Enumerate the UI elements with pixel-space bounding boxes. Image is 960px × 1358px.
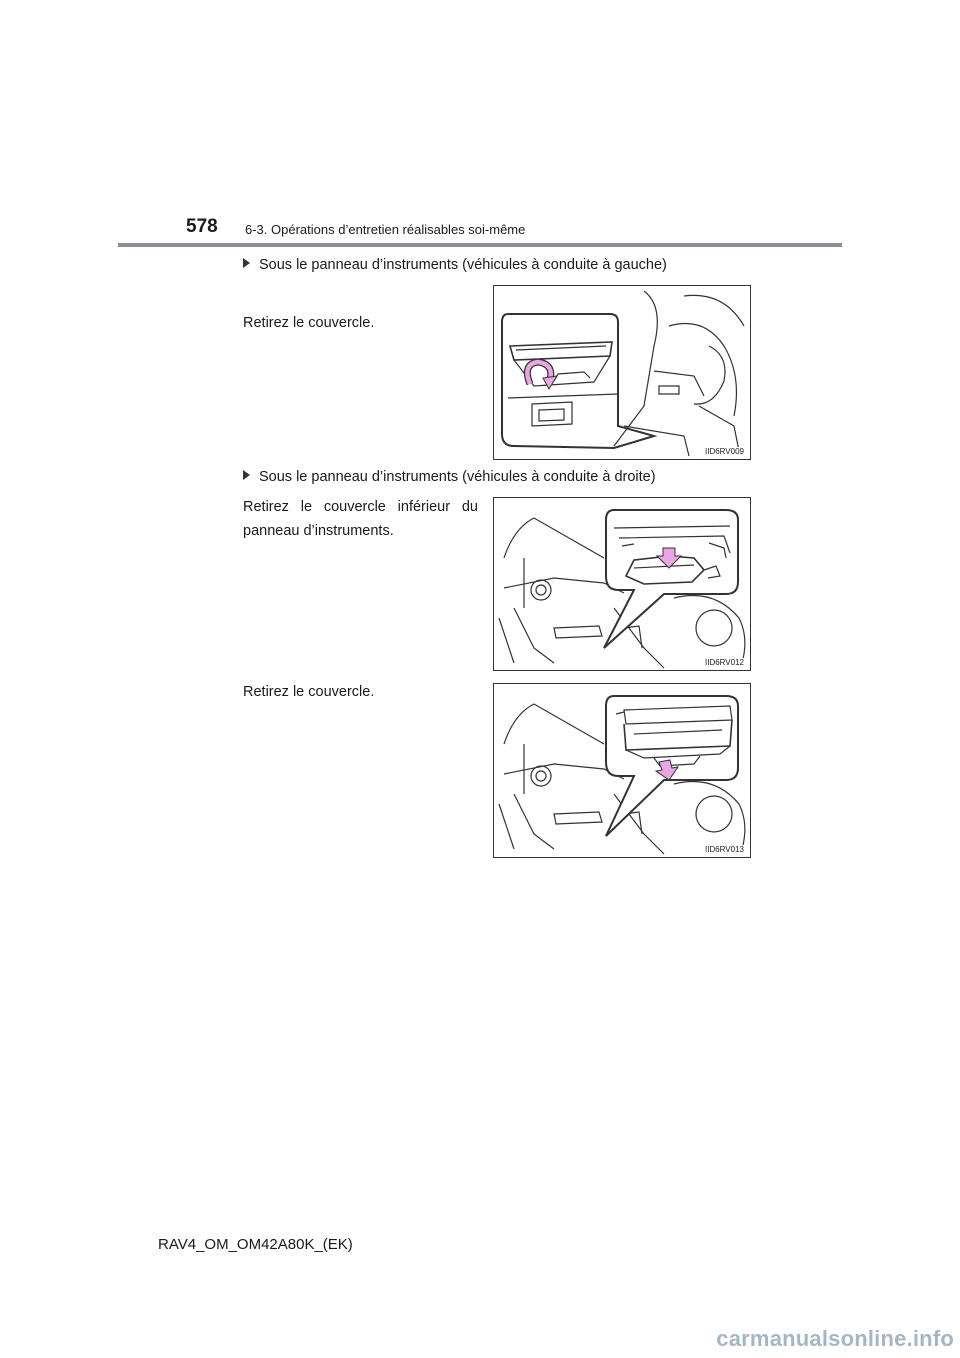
illustration-lhd-cover	[493, 285, 751, 460]
step-text-line1: Retirez le couvercle inférieur du	[243, 499, 478, 515]
bullet-triangle-icon	[243, 470, 250, 480]
section-heading-text: Sous le panneau d’instruments (véhicules à conduite à gauche)	[259, 257, 667, 273]
step-text-line2: panneau d’instruments.	[243, 523, 394, 539]
lhd-cover-drawing	[494, 286, 750, 459]
header-divider	[118, 243, 842, 247]
illustration-rhd-cover	[493, 683, 751, 858]
illustration-rhd-lower-panel	[493, 497, 751, 671]
figure-code: IID6RV012	[705, 658, 744, 667]
section-title: 6-3. Opérations d’entretien réalisables soi-même	[245, 222, 526, 237]
page-number: 578	[186, 216, 218, 237]
step-text: Retirez le couvercle.	[243, 315, 375, 331]
section-heading-lhd	[243, 256, 667, 274]
rhd-lower-panel-drawing	[494, 498, 750, 670]
section-heading-rhd	[243, 468, 656, 486]
rhd-cover-drawing	[494, 684, 750, 857]
manual-id: RAV4_OM_OM42A80K_(EK)	[158, 1236, 353, 1253]
figure-code: IID6RV009	[705, 447, 744, 456]
watermark: carmanualsonline.info	[716, 1326, 954, 1351]
bullet-triangle-icon	[243, 258, 250, 268]
section-heading-text: Sous le panneau d’instruments (véhicules à conduite à droite)	[259, 469, 656, 485]
step-text: Retirez le couvercle.	[243, 684, 375, 700]
figure-code: IID6RV013	[705, 845, 744, 854]
